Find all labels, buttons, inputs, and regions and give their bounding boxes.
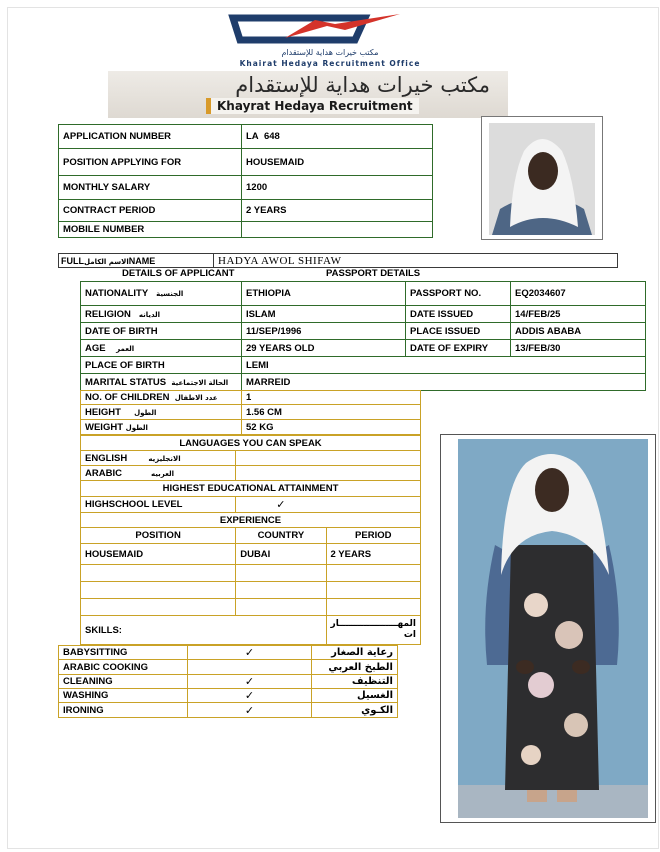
experience-row-period: 2 YEARS — [326, 544, 420, 565]
position-value: HOUSEMAID — [242, 149, 433, 176]
experience-empty-cell — [236, 599, 326, 616]
mobile-label: MOBILE NUMBER — [59, 222, 242, 238]
english-value — [236, 451, 421, 466]
skill-row — [59, 675, 398, 689]
weight-value: 52 KG — [242, 420, 421, 435]
place-of-birth-value: LEMI — [242, 357, 646, 374]
religion-value: ISLAM — [242, 306, 406, 323]
education-level: HIGHSCHOOL LEVEL — [81, 497, 236, 513]
experience-col-country: COUNTRY — [236, 528, 326, 544]
skills-label-ar-line2: ات — [403, 630, 416, 640]
skill-cleaning-ar: التنظيف — [312, 675, 398, 689]
nationality-label-ar: الجنسية — [156, 290, 184, 298]
arabic-value — [236, 466, 421, 481]
skills-label-ar — [326, 616, 420, 645]
marital-status-label — [81, 374, 242, 391]
applicant-portrait-photo — [481, 116, 603, 240]
portrait-photo-image — [482, 117, 602, 239]
contract-value: 2 YEARS — [242, 200, 433, 222]
details-of-applicant-heading: DETAILS OF APPLICANT — [122, 268, 235, 279]
date-of-expiry-label: DATE OF EXPIRY — [406, 340, 511, 357]
application-number-cell — [242, 125, 433, 149]
passport-number-label: PASSPORT NO. — [406, 282, 511, 306]
logo-english-text: Khairat Hedaya Recruitment Office — [239, 59, 421, 68]
contract-label: CONTRACT PERIOD — [59, 200, 242, 222]
skill-arabic-cooking-label: ARABIC COOKING — [59, 660, 188, 675]
marital-label-ar: الحالة الاجتماعية — [171, 378, 229, 387]
skill-cleaning-check-icon: ✓ — [188, 675, 312, 689]
full-body-photo-image — [441, 435, 655, 822]
full-name-value: HADYA AWOL SHIFAW — [214, 254, 618, 268]
religion-label-en: RELIGION — [85, 308, 131, 320]
application-number-value: 648 — [263, 131, 280, 142]
age-label — [81, 340, 242, 357]
skill-washing-ar: الغسيل — [312, 689, 398, 703]
skill-arabic-cooking-check-icon — [188, 660, 312, 675]
place-of-birth-label: PLACE OF BIRTH — [81, 357, 242, 374]
application-number-prefix: LA — [246, 131, 259, 142]
full-name-label-ar: الاسم الكامل — [84, 257, 129, 266]
age-label-ar: العمر — [116, 344, 135, 353]
applicant-full-body-photo — [440, 434, 656, 823]
salary-value: 1200 — [242, 176, 433, 200]
experience-empty-cell — [81, 582, 236, 599]
dob-value: 11/SEP/1996 — [242, 323, 406, 340]
application-number-label: APPLICATION NUMBER — [59, 125, 242, 149]
experience-empty-cell — [81, 599, 236, 616]
skill-babysitting-check-icon: ✓ — [188, 646, 312, 660]
marital-status-value: MARREID — [242, 374, 646, 391]
date-issued-label: DATE ISSUED — [406, 306, 511, 323]
arabic-label — [81, 466, 236, 481]
languages-education-experience-table — [80, 435, 421, 645]
details-table-lower — [80, 390, 421, 435]
age-value: 29 YEARS OLD — [242, 340, 406, 357]
banner-english-text: Khayrat Hedaya Recruitment — [206, 98, 419, 114]
passport-details-heading: PASSPORT DETAILS — [326, 268, 421, 279]
skill-washing-label: WASHING — [59, 689, 188, 703]
arabic-label-ar: العربيه — [151, 469, 175, 478]
experience-empty-cell — [236, 582, 326, 599]
experience-empty-cell — [326, 599, 420, 616]
arabic-label-en: ARABIC — [85, 467, 122, 479]
experience-empty-cell — [236, 565, 326, 582]
application-table — [58, 124, 433, 238]
experience-empty-cell — [326, 565, 420, 582]
date-of-expiry-value: 13/FEB/30 — [511, 340, 646, 357]
children-value: 1 — [242, 391, 421, 405]
banner-arabic-text: مكتب خيرات هداية للإستقدام — [235, 73, 490, 97]
weight-label-ar: الطول — [125, 423, 148, 432]
skill-row — [59, 646, 398, 660]
logo-mark-icon — [215, 10, 445, 50]
height-label-ar: الطول — [134, 408, 157, 417]
height-value: 1.56 CM — [242, 405, 421, 420]
experience-col-period: PERIOD — [326, 528, 420, 544]
languages-header: LANGUAGES YOU CAN SPEAK — [81, 436, 421, 451]
children-label-ar: عدد الاطفال — [174, 394, 218, 402]
english-label — [81, 451, 236, 466]
skill-row — [59, 689, 398, 703]
height-label-en: HEIGHT — [85, 406, 121, 418]
weight-label-en: WEIGHT — [85, 421, 123, 433]
full-name-label — [59, 254, 214, 268]
place-issued-label: PLACE ISSUED — [406, 323, 511, 340]
marital-label-en: MARITAL STATUS — [85, 376, 167, 388]
skill-ironing-label: IRONING — [59, 703, 188, 718]
nationality-label-en: NATIONALITY — [85, 288, 149, 299]
nationality-label — [81, 282, 242, 306]
skills-label: SKILLS: — [81, 616, 327, 645]
office-banner — [108, 71, 508, 118]
skill-babysitting-ar: رعاية الصغار — [312, 646, 398, 660]
details-table — [80, 281, 646, 391]
logo-arabic-text: مكتب خيرات هداية للإستقدام — [281, 48, 379, 57]
mobile-value — [242, 222, 433, 238]
skill-arabic-cooking-ar: الطبخ العربي — [312, 660, 398, 675]
children-label-en: NO. OF CHILDREN — [85, 392, 170, 403]
english-label-en: ENGLISH — [85, 452, 128, 464]
passport-number-value: EQ2034607 — [511, 282, 646, 306]
english-label-ar: الانجليزيه — [148, 454, 181, 463]
skill-row — [59, 703, 398, 718]
date-issued-value: 14/FEB/25 — [511, 306, 646, 323]
skills-table — [58, 645, 398, 718]
education-check-icon: ✓ — [236, 497, 421, 513]
position-label: POSITION APPLYING FOR — [59, 149, 242, 176]
education-header: HIGHEST EDUCATIONAL ATTAINMENT — [81, 481, 421, 497]
skill-cleaning-label: CLEANING — [59, 675, 188, 689]
experience-col-position: POSITION — [81, 528, 236, 544]
children-label — [81, 391, 242, 405]
salary-label: MONTHLY SALARY — [59, 176, 242, 200]
weight-label — [81, 420, 242, 435]
skill-row — [59, 660, 398, 675]
skill-ironing-ar: الكـوي — [312, 703, 398, 718]
full-name-row — [58, 253, 618, 268]
age-label-en: AGE — [85, 342, 106, 354]
skills-label-ar-line1: المهـــــــــــــــــــار — [330, 619, 416, 629]
company-logo — [215, 10, 445, 68]
skill-washing-check-icon: ✓ — [188, 689, 312, 703]
place-issued-value: ADDIS ABABA — [511, 323, 646, 340]
skill-babysitting-label: BABYSITTING — [59, 646, 188, 660]
experience-row-country: DUBAI — [236, 544, 326, 565]
full-name-label-name: NAME — [128, 255, 156, 266]
experience-empty-cell — [81, 565, 236, 582]
experience-row-position: HOUSEMAID — [81, 544, 236, 565]
skill-ironing-check-icon: ✓ — [188, 703, 312, 718]
height-label — [81, 405, 242, 420]
nationality-value: ETHIOPIA — [242, 282, 406, 306]
religion-label — [81, 306, 242, 323]
religion-label-ar: الديانه — [138, 310, 161, 319]
experience-empty-cell — [326, 582, 420, 599]
full-name-label-en: FULL — [61, 255, 84, 266]
experience-header: EXPERIENCE — [81, 513, 421, 528]
dob-label: DATE OF BIRTH — [81, 323, 242, 340]
